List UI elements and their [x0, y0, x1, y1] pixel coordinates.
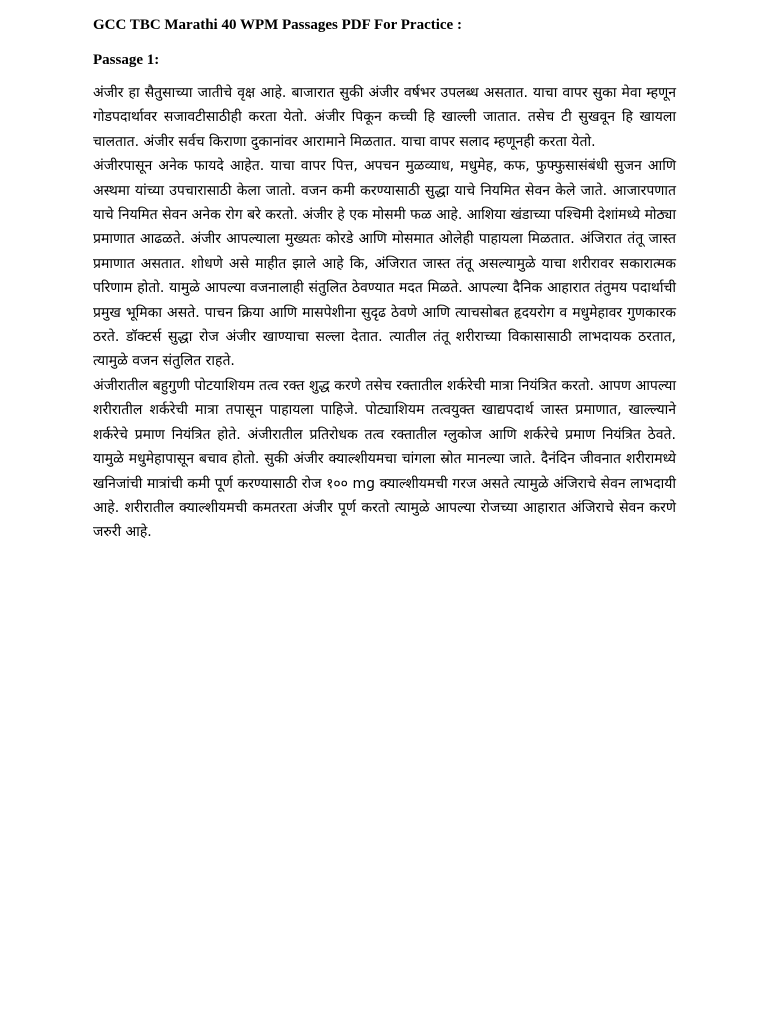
- passage-paragraph-2: अंजीरपासून अनेक फायदे आहेत. याचा वापर पित्त, अपचन मुळव्याध, मधुमेह, कफ, फुफ्फुसासंबंधी सुजन आणि अस्थमा यांच्या उपचारासाठी केला जातो. वजन कमी करण्यासाठी सुद्धा याचे नियमित सेवन केले जाते. आजारपणात याचे नियमित सेवन अनेक रोग बरे करतो. अंजीर हे एक मोसमी फळ आहे. आशिया खंडाच्या पश्चिमी देशांमध्ये मोठ्या प्रमाणात आढळते. अंजीर आपल्याला मुख्यतः कोरडे आणि मोसमात ओलेही पाहायला मिळतात. अंजिरात तंतू जास्त प्रमाणात असतात. शोधणे असे माहीत झाले आहे कि, अंजिरात जास्त तंतू असल्यामुळे याचा शरीरावर सकारात्मक परिणाम होतो. यामुळे आपल्या वजनालाही संतुलित ठेवण्यात मदत मिळते. आपल्या दैनिक आहारात तंतुमय पदार्थाची प्रमुख भूमिका असते. पाचन क्रिया आणि मासपेशीना सुदृढ ठेवणे आणि त्याचसोबत हृदयरोग व मधुमेहावर गुणकारक ठरते. डॉक्टर्स सुद्धा रोज अंजीर खाण्याचा सल्ला देतात. त्यातील तंतू शरीराच्या विकासासाठी लाभदायक ठरतात, त्यामुळे वजन संतुलित राहते.: [93, 158, 676, 370]
- passage-heading: Passage 1:: [93, 52, 160, 68]
- passage-paragraph-1: अंजीर हा सैतुसाच्या जातीचे वृक्ष आहे. बाजारात सुकी अंजीर वर्षभर उपलब्ध असतात. याचा वापर सुका मेवा म्हणून गोडपदार्थावर सजावटीसाठीही करता येतो. अंजीर पिकून कच्ची हि खाल्ली जातात. तसेच टी सुखवून हि खायला चालतात. अंजीर सर्वच किराणा दुकानांवर आरामाने मिळतात. याचा वापर सलाद म्हणूनही करता येतो.: [93, 85, 676, 150]
- passage-paragraph-3: अंजीरातील बहुगुणी पोटयाशियम तत्व रक्त शुद्ध करणे तसेच रक्तातील शर्करेची मात्रा नियंत्रित करतो. आपण आपल्या शरीरातील शर्करेची मात्रा तपासून पाहायला पाहिजे. पोट्याशियम तत्वयुक्त खाद्यपदार्थ जास्त प्रमाणात, खाल्ल्याने शर्करेचे प्रमाण नियंत्रित होते. अंजीरातील प्रतिरोधक तत्व रक्तातील ग्लुकोज आणि शर्करेचे प्रमाण नियंत्रित ठेवते. यामुळे मधुमेहापासून बचाव होतो. सुकी अंजीर क्याल्शीयमचा चांगला स्रोत मानल्या जाते. दैनंदिन जीवनात शरीरामध्ये खनिजांची मात्रांची कमी पूर्ण करण्यासाठी रोज १०० mg क्याल्शीयमची गरज असते त्यामुळे अंजिराचे सेवन लाभदायी आहे. शरीरातील क्याल्शीयमची कमतरता अंजीर पूर्ण करतो त्यामुळे आपल्या रोजच्या आहारात अंजिराचे सेवन करणे जरुरी आहे.: [93, 377, 676, 541]
- document-title: GCC TBC Marathi 40 WPM Passages PDF For Practice :: [93, 17, 462, 33]
- document-page: [93, 14, 676, 545]
